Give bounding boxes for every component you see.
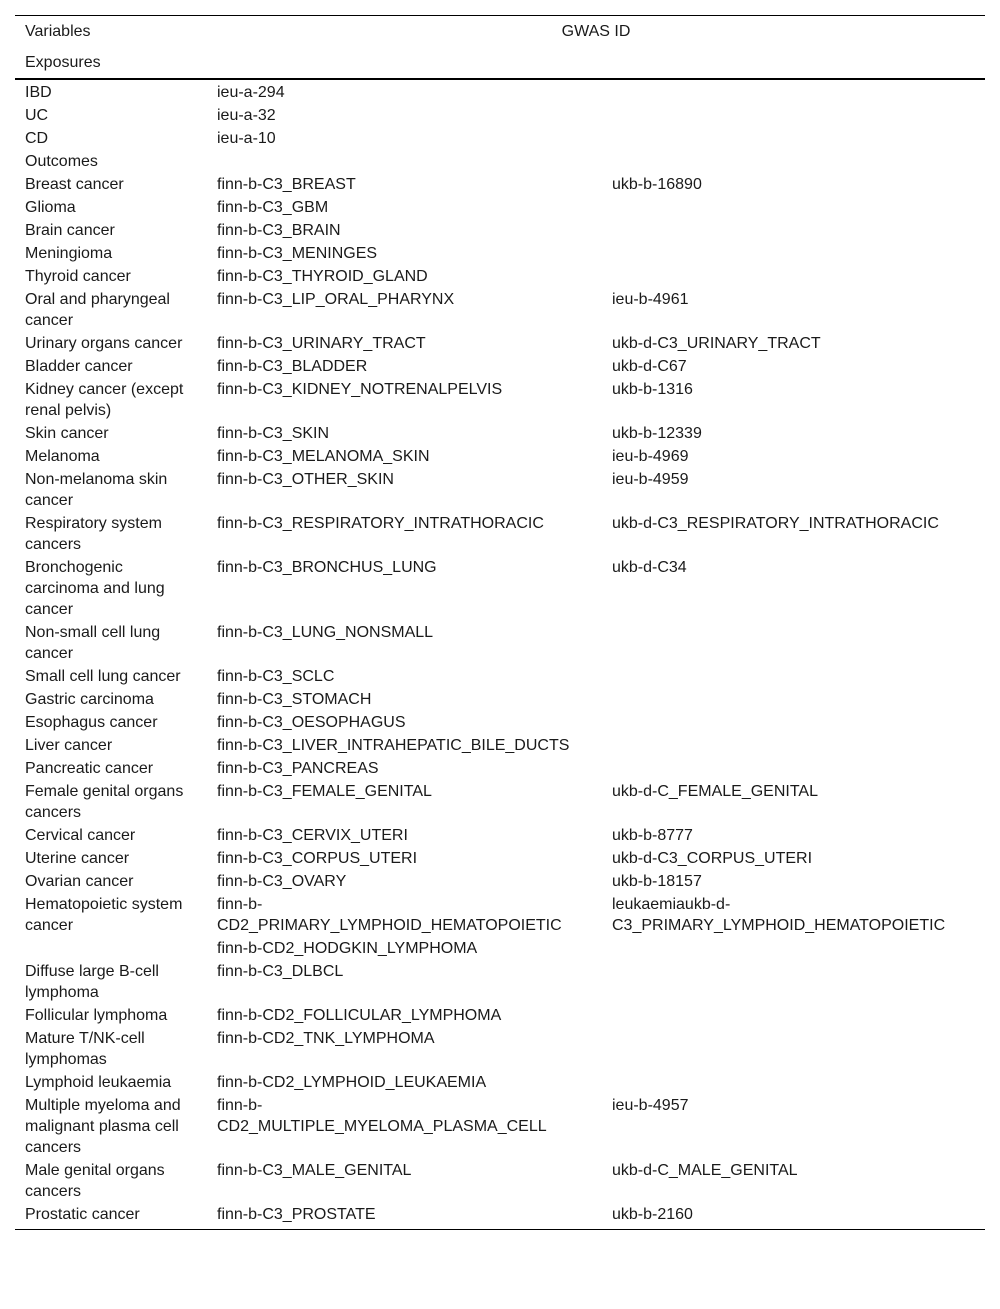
gwas-id-secondary-cell [602,128,985,151]
table-row [15,557,985,622]
gwas-id-primary-cell: finn-b-C3_MENINGES [217,245,378,262]
gwas-id-primary-cell: finn-b-C3_CERVIX_UTERI [217,827,408,844]
variable-cell: Ovarian cancer [25,873,134,890]
variable-cell: IBD [25,84,52,101]
gwas-id-secondary-cell [602,266,985,289]
gwas-id-secondary-cell: ukb-b-8777 [612,827,693,844]
gwas-id-secondary-cell: ukb-b-16890 [612,176,702,193]
gwas-id-primary-cell: finn-b-C3_OESOPHAGUS [217,714,406,731]
variable-cell: Gastric carcinoma [25,691,154,708]
variable-cell: Breast cancer [25,176,124,193]
gwas-id-secondary-cell: ukb-b-1316 [612,381,693,398]
gwas-id-secondary-cell [602,758,985,781]
gwas-id-primary-cell: finn-b-CD2_LYMPHOID_LEUKAEMIA [217,1074,487,1091]
gwas-id-secondary-cell [602,105,985,128]
gwas-id-secondary-cell: leukaemiaukb-d-C3_PRIMARY_LYMPHOID_HEMATOPOIETIC [612,896,946,934]
gwas-id-primary-cell: finn-b-C3_RESPIRATORY_INTRATHORACIC [217,515,544,532]
header-row [15,16,985,48]
table-row [15,356,985,379]
variable-cell: Liver cancer [25,737,113,754]
gwas-id-secondary-cell [602,1072,985,1095]
variable-cell: Outcomes [25,153,98,170]
gwas-id-primary-cell: finn-b-C3_MALE_GENITAL [217,1162,412,1179]
table-row [15,894,985,938]
variable-cell: Brain cancer [25,222,115,239]
gwas-id-primary-cell: finn-b-C3_BREAST [217,176,356,193]
gwas-id-secondary-cell: ukb-d-C67 [612,358,687,375]
gwas-id-primary-cell: ieu-a-10 [217,130,276,147]
header-exposures: Exposures [15,47,207,79]
gwas-id-primary-cell: finn-b-C3_MELANOMA_SKIN [217,448,430,465]
table-row [15,1160,985,1204]
header-gwas-id: GWAS ID [207,16,985,48]
variable-cell: Pancreatic cancer [25,760,154,777]
gwas-id-secondary-cell: ukb-b-18157 [612,873,702,890]
table-row [15,197,985,220]
gwas-id-secondary-cell [602,712,985,735]
table-row [15,961,985,1005]
table-row [15,266,985,289]
gwas-id-primary-cell: finn-b-C3_PANCREAS [217,760,379,777]
gwas-id-secondary-cell [602,1005,985,1028]
gwas-id-primary-cell: finn-b-C3_SCLC [217,668,335,685]
table-row [15,712,985,735]
gwas-id-secondary-cell: ukb-d-C3_CORPUS_UTERI [612,850,813,867]
gwas-id-secondary-cell: ieu-b-4961 [612,291,689,308]
variable-cell: Follicular lymphoma [25,1007,168,1024]
gwas-id-secondary-cell [602,220,985,243]
variable-cell: Small cell lung cancer [25,668,181,685]
table-header [15,16,985,80]
gwas-id-primary-cell: finn-b-C3_THYROID_GLAND [217,268,428,285]
variable-cell: Non-small cell lung cancer [25,624,161,662]
table-row [15,423,985,446]
variable-cell: Esophagus cancer [25,714,158,731]
variable-cell: Mature T/NK-cell lymphomas [25,1030,145,1068]
gwas-id-primary-cell: finn-b-C3_PROSTATE [207,1204,602,1230]
gwas-table [15,15,985,1230]
gwas-id-primary-cell: finn-b-CD2_HODGKIN_LYMPHOMA [217,940,478,957]
table-row [15,151,985,174]
table-row [15,1005,985,1028]
gwas-id-secondary-cell: ukb-d-C_MALE_GENITAL [612,1162,798,1179]
table-row [15,781,985,825]
variable-cell: Respiratory system cancers [25,515,162,553]
table-row [15,79,985,105]
gwas-id-primary-cell: finn-b-C3_LIVER_INTRAHEPATIC_BILE_DUCTS [217,737,570,754]
table-row [15,938,985,961]
variable-cell: Melanoma [25,448,100,465]
gwas-id-primary-cell: finn-b-C3_OVARY [217,873,347,890]
gwas-id-primary-cell: finn-b-C3_BLADDER [217,358,368,375]
table-row [15,825,985,848]
table-row [15,289,985,333]
variable-cell: Thyroid cancer [25,268,131,285]
gwas-id-secondary-cell [602,689,985,712]
table-row [15,735,985,758]
variable-cell: CD [25,130,49,147]
variable-cell: Meningioma [25,245,113,262]
gwas-id-secondary-cell [602,938,985,961]
gwas-id-secondary-cell [602,666,985,689]
variable-cell: Male genital organs cancers [25,1162,165,1200]
gwas-id-primary-cell: finn-b-C3_STOMACH [217,691,372,708]
gwas-id-secondary-cell: ieu-b-4959 [612,471,689,488]
table-row [15,758,985,781]
variable-cell: Cervical cancer [25,827,136,844]
table-row [15,174,985,197]
gwas-id-primary-cell: finn-b-CD2_PRIMARY_LYMPHOID_HEMATOPOIETIC [217,896,562,934]
header-empty [602,47,985,79]
gwas-id-secondary-cell: ieu-b-4957 [612,1097,689,1114]
table-row [15,333,985,356]
gwas-table-container [15,15,985,1230]
header-variables: Variables [15,16,207,48]
variable-cell [15,938,207,961]
table-row [15,666,985,689]
gwas-id-secondary-cell [602,79,985,105]
table-row [15,848,985,871]
gwas-id-secondary-cell: ukb-b-12339 [612,425,702,442]
table-row [15,1095,985,1160]
gwas-id-primary-cell: ieu-a-294 [217,84,285,101]
variable-cell: Hematopoietic system cancer [25,896,183,934]
table-row [15,689,985,712]
variable-cell: Kidney cancer (except renal pelvis) [25,381,184,419]
gwas-id-secondary-cell: ukb-b-2160 [602,1204,985,1230]
gwas-id-primary-cell: finn-b-C3_URINARY_TRACT [217,335,426,352]
gwas-id-secondary-cell [602,735,985,758]
gwas-id-secondary-cell [602,1028,985,1072]
variable-cell: Female genital organs cancers [25,783,184,821]
variable-cell: Uterine cancer [25,850,130,867]
variable-cell: Bronchogenic carcinoma and lung cancer [25,559,165,618]
gwas-id-primary-cell: finn-b-C3_KIDNEY_NOTRENALPELVIS [217,381,503,398]
gwas-id-secondary-cell [602,243,985,266]
gwas-id-primary-cell: ieu-a-32 [217,107,276,124]
table-row [15,1028,985,1072]
gwas-id-primary-cell: finn-b-C3_FEMALE_GENITAL [217,783,432,800]
gwas-id-secondary-cell: ukb-d-C3_RESPIRATORY_INTRATHORACIC [612,515,939,532]
header-empty [207,47,602,79]
gwas-id-primary-cell: finn-b-C3_BRONCHUS_LUNG [217,559,437,576]
table-row [15,105,985,128]
variable-cell: UC [25,107,49,124]
gwas-id-primary-cell: finn-b-CD2_FOLLICULAR_LYMPHOMA [217,1007,502,1024]
gwas-id-primary-cell: finn-b-C3_GBM [217,199,329,216]
gwas-id-primary-cell: finn-b-C3_LIP_ORAL_PHARYNX [217,291,455,308]
variable-cell: Glioma [25,199,76,216]
gwas-id-secondary-cell: ukb-d-C3_URINARY_TRACT [612,335,821,352]
table-row [15,871,985,894]
gwas-id-primary-cell [207,151,602,174]
table-row [15,446,985,469]
gwas-id-primary-cell: finn-b-C3_LUNG_NONSMALL [217,624,434,641]
variable-cell: Prostatic cancer [15,1204,207,1230]
variable-cell: Bladder cancer [25,358,133,375]
gwas-id-secondary-cell: ieu-b-4969 [612,448,689,465]
gwas-id-primary-cell: finn-b-C3_SKIN [217,425,330,442]
variable-cell: Lymphoid leukaemia [25,1074,172,1091]
gwas-id-primary-cell: finn-b-CD2_TNK_LYMPHOMA [217,1030,435,1047]
table-row [15,128,985,151]
gwas-id-primary-cell: finn-b-C3_OTHER_SKIN [217,471,394,488]
variable-cell: Multiple myeloma and malignant plasma cell cancers [25,1097,181,1156]
table-row [15,622,985,666]
gwas-id-primary-cell: finn-b-C3_BRAIN [217,222,341,239]
table-row [15,220,985,243]
gwas-id-secondary-cell [602,197,985,220]
table-row [15,1072,985,1095]
variable-cell: Oral and pharyngeal cancer [25,291,170,329]
header-subrow [15,47,985,79]
table-row [15,469,985,513]
variable-cell: Diffuse large B-cell lymphoma [25,963,159,1001]
gwas-id-primary-cell: finn-b-CD2_MULTIPLE_MYELOMA_PLASMA_CELL [217,1097,547,1135]
variable-cell: Urinary organs cancer [25,335,183,352]
table-row [15,243,985,266]
variable-cell: Non-melanoma skin cancer [25,471,168,509]
gwas-id-secondary-cell [602,961,985,1005]
gwas-id-secondary-cell [602,622,985,666]
table-body [15,79,985,1230]
table-row [15,1204,985,1230]
gwas-id-secondary-cell: ukb-d-C34 [612,559,687,576]
gwas-id-secondary-cell [602,151,985,174]
gwas-id-secondary-cell: ukb-d-C_FEMALE_GENITAL [612,783,818,800]
gwas-id-primary-cell: finn-b-C3_DLBCL [217,963,344,980]
gwas-id-primary-cell: finn-b-C3_CORPUS_UTERI [217,850,418,867]
variable-cell: Skin cancer [25,425,109,442]
table-row [15,513,985,557]
table-row [15,379,985,423]
